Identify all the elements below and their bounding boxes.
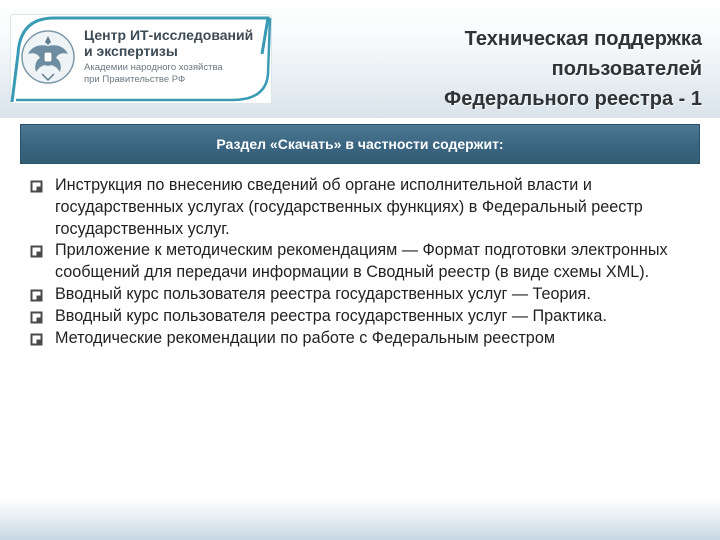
list-item — [30, 284, 700, 306]
checkbox-square-icon — [30, 311, 43, 324]
slide-title-line3: Федерального реестра - 1 — [444, 88, 702, 110]
list-item-text: Вводный курс пользователя реестра государственных услуг — Практика. — [55, 306, 607, 325]
org-subtitle-line2: при Правительстве РФ — [84, 74, 186, 85]
list-item — [30, 175, 700, 240]
list-item — [30, 240, 700, 284]
eagle-emblem-icon — [20, 26, 76, 88]
checkbox-square-icon — [30, 333, 43, 346]
slide-title-line1: Техническая поддержка — [464, 28, 702, 50]
section-header-bar — [20, 124, 700, 164]
list-item-text: Вводный курс пользователя реестра государственных услуг — Теория. — [55, 284, 591, 303]
checkbox-square-icon — [30, 289, 43, 302]
list-item-text: Методические рекомендации по работе с Федеральным реестром — [55, 328, 555, 347]
checkbox-square-icon — [30, 245, 43, 258]
checkbox-square-icon — [30, 180, 43, 193]
footer-band — [0, 498, 720, 540]
list-item-text: Приложение к методическим рекомендациям — Формат подготовки электронных сообщений для передачи информации в Сводный реестр (в виде схемы XML). — [55, 241, 668, 282]
org-name — [84, 27, 274, 59]
list-item — [30, 328, 700, 350]
org-name-line2: и экспертизы — [84, 43, 178, 59]
slide-title — [342, 24, 702, 114]
list-item — [30, 306, 700, 328]
list-item-text: Инструкция по внесению сведений об органе исполнительной власти и государственных услугах (государственных функциях) в Федеральный реестр государственных услуг. — [55, 176, 643, 238]
slide-title-line2: пользователей — [551, 58, 702, 80]
section-header-label: Раздел «Скачать» в частности содержит: — [216, 136, 504, 152]
org-subtitle-line1: Академии народного хозяйства — [84, 62, 223, 73]
org-name-line1: Центр ИТ-исследований — [84, 27, 254, 43]
org-subtitle — [84, 62, 274, 86]
bullet-list — [30, 175, 700, 349]
